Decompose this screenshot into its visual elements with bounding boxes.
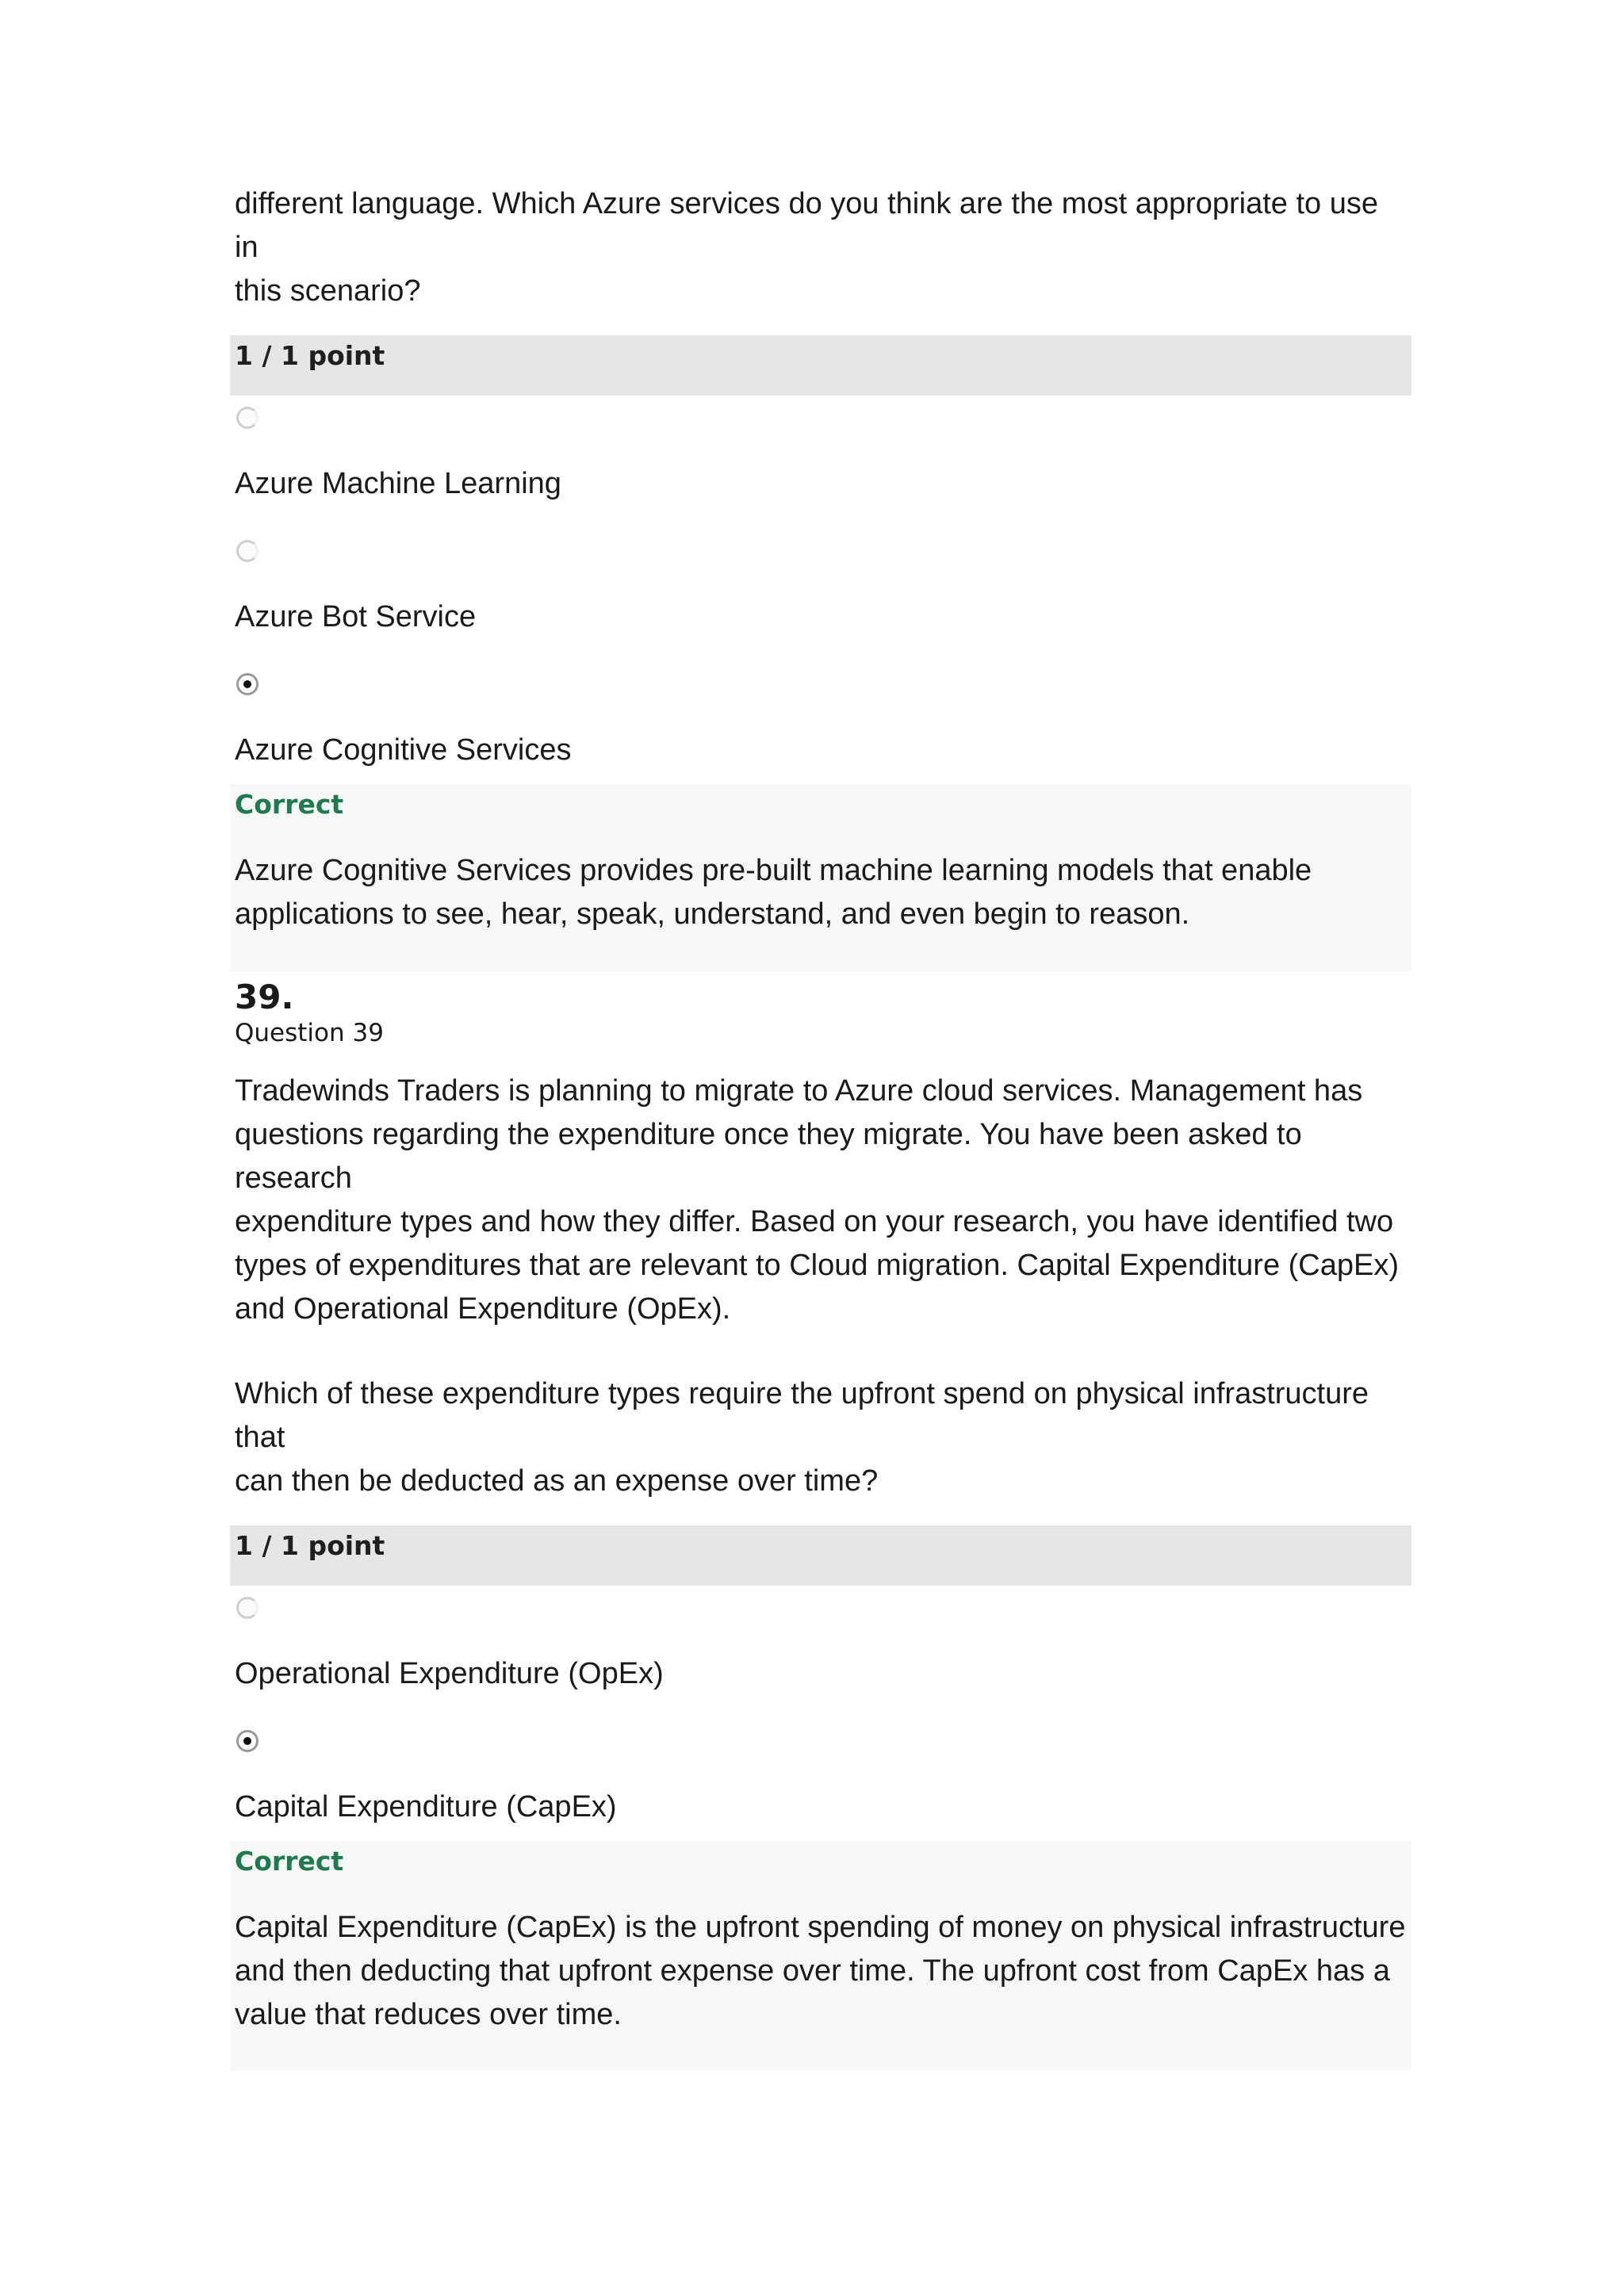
- text-line: and then deducting that upfront expense over time. The upfront cost from CapEx has a: [235, 1954, 1390, 1988]
- feedback-text: [230, 1906, 1411, 2037]
- text-line: Azure Cognitive Services provides pre-built machine learning models that enable: [235, 854, 1312, 887]
- text-line: Which of these expenditure types require the upfront spend on physical infrastructure that: [235, 1377, 1369, 1454]
- radio-button[interactable]: [236, 1597, 259, 1619]
- text-line: Capital Expenditure (CapEx) is the upfront spending of money on physical infrastructure: [235, 1911, 1406, 1944]
- radio-button-selected[interactable]: [236, 673, 259, 695]
- text-line: questions regarding the expenditure once they migrate. You have been asked to research: [235, 1118, 1302, 1195]
- feedback-box: [230, 784, 1411, 971]
- points-bar: [230, 1525, 1411, 1586]
- question-label: Question 39: [235, 1019, 384, 1047]
- text-line: different language. Which Azure services do you think are the most appropriate to use in: [235, 187, 1379, 264]
- question-text-continued: [230, 182, 1411, 313]
- points-score: 1 / 1 point: [235, 340, 385, 371]
- question-text: [230, 1070, 1411, 1331]
- option-label[interactable]: Azure Machine Learning: [235, 467, 561, 500]
- feedback-text: [230, 849, 1411, 936]
- question-prompt: [230, 1372, 1411, 1503]
- option-label[interactable]: Azure Bot Service: [235, 600, 477, 633]
- text-line: this scenario?: [235, 274, 421, 308]
- option-label[interactable]: Operational Expenditure (OpEx): [235, 1657, 664, 1690]
- feedback-title: Correct: [235, 1846, 344, 1877]
- text-line: can then be deducted as an expense over time?: [235, 1464, 879, 1498]
- option-label[interactable]: Capital Expenditure (CapEx): [235, 1790, 617, 1823]
- radio-button-selected[interactable]: [236, 1730, 259, 1752]
- feedback-title: Correct: [235, 789, 344, 820]
- radio-button[interactable]: [236, 407, 259, 429]
- text-line: expenditure types and how they differ. Based on your research, you have identified two: [235, 1205, 1394, 1238]
- points-score: 1 / 1 point: [235, 1530, 385, 1561]
- text-line: Tradewinds Traders is planning to migrate to Azure cloud services. Management has: [235, 1074, 1363, 1108]
- text-line: types of expenditures that are relevant to Cloud migration. Capital Expenditure (CapEx): [235, 1249, 1400, 1282]
- points-bar: [230, 335, 1411, 396]
- option-label[interactable]: Azure Cognitive Services: [235, 733, 572, 767]
- text-line: value that reduces over time.: [235, 1998, 622, 2031]
- text-line: and Operational Expenditure (OpEx).: [235, 1292, 731, 1326]
- quiz-page: [230, 182, 1411, 2071]
- feedback-box: [230, 1841, 1411, 2071]
- text-line: applications to see, hear, speak, understand, and even begin to reason.: [235, 897, 1190, 931]
- radio-button[interactable]: [236, 540, 259, 562]
- question-number: 39.: [235, 978, 294, 1016]
